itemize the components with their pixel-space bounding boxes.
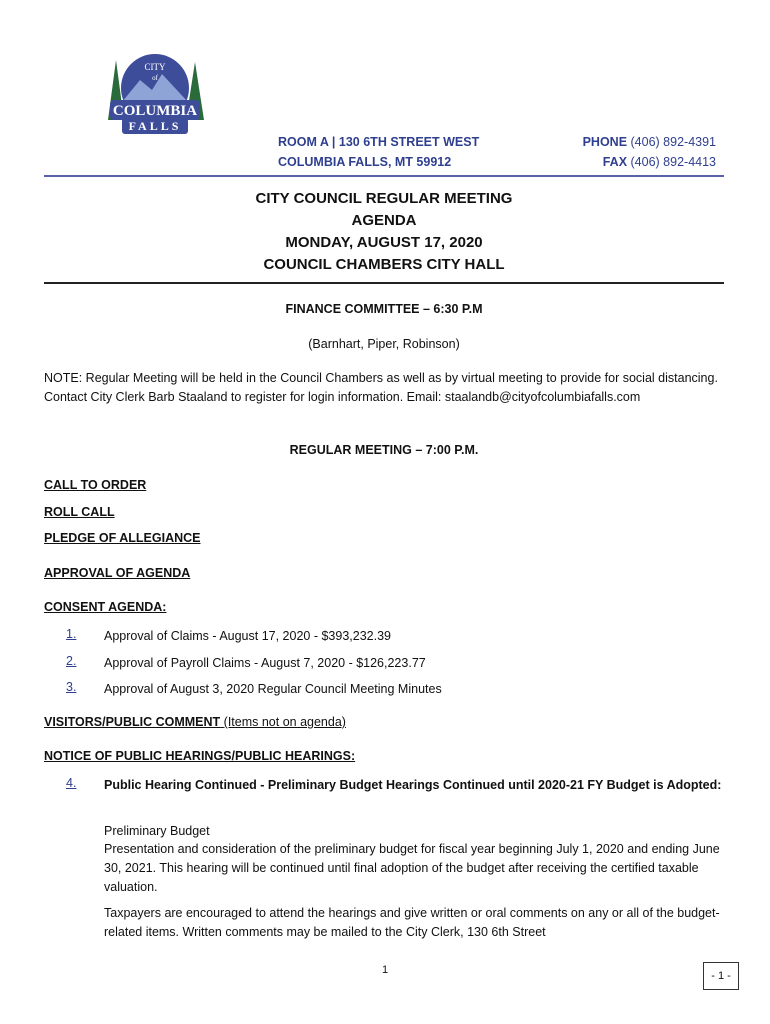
fax-label: FAX	[602, 155, 628, 169]
header-divider	[44, 175, 724, 177]
fax-number: (406) 892-4413	[630, 155, 716, 169]
consent-item-1-number[interactable]: 1.	[66, 627, 77, 641]
city-logo	[100, 50, 210, 138]
consent-agenda-heading: CONSENT AGENDA:	[44, 600, 167, 614]
visitors-public-comment	[44, 715, 346, 729]
regular-meeting-heading: REGULAR MEETING – 7:00 P.M.	[289, 443, 479, 457]
consent-item-3-number[interactable]: 3.	[66, 680, 77, 694]
finance-heading: FINANCE COMMITTEE – 6:30 P.M	[285, 302, 483, 316]
hearing-subtitle: Preliminary Budget	[104, 824, 210, 838]
visitors-label: VISITORS/PUBLIC COMMENT	[44, 715, 221, 729]
pledge-of-allegiance: PLEDGE OF ALLEGIANCE	[44, 531, 201, 545]
address-line-2: COLUMBIA FALLS, MT 59912	[278, 155, 452, 169]
title-divider	[44, 282, 724, 284]
address-block	[278, 132, 479, 172]
contact-block	[583, 132, 716, 172]
finance-members: (Barnhart, Piper, Robinson)	[308, 337, 460, 351]
hearing-body-2: Taxpayers are encouraged to attend the hearings and give written or oral comments on any or all of the budget-related items. Written comments may be mailed to the City Clerk, 130 6th Street	[104, 906, 720, 939]
phone-number: (406) 892-4391	[630, 135, 716, 149]
logo-text-falls: FALLS	[128, 119, 182, 133]
fax-line	[583, 152, 716, 172]
consent-item-1: Approval of Claims - August 17, 2020 - $393,232.39	[104, 629, 391, 643]
consent-item-2: Approval of Payroll Claims - August 7, 2020 - $126,223.77	[104, 656, 426, 670]
approval-of-agenda: APPROVAL OF AGENDA	[44, 566, 191, 580]
logo-text-columbia: COLUMBIA	[112, 103, 198, 119]
consent-item-2-number[interactable]: 2.	[66, 654, 77, 668]
roll-call: ROLL CALL	[44, 505, 115, 519]
title-line-2: AGENDA	[351, 212, 417, 229]
public-hearings-heading: NOTICE OF PUBLIC HEARINGS/PUBLIC HEARINGS:	[44, 749, 356, 763]
address-line-1: ROOM A | 130 6TH STREET WEST	[278, 135, 480, 149]
title-line-3: MONDAY, AUGUST 17, 2020	[285, 234, 483, 251]
phone-label: PHONE	[582, 135, 628, 149]
agenda-title	[44, 188, 724, 276]
logo-text-city: CITY	[144, 62, 166, 72]
call-to-order: CALL TO ORDER	[44, 478, 147, 492]
title-line-1: CITY COUNCIL REGULAR MEETING	[255, 190, 513, 207]
title-line-4: COUNCIL CHAMBERS CITY HALL	[263, 256, 505, 273]
hearing-item-4-title: Public Hearing Continued - Preliminary Budget Hearings Continued until 2020-21 FY Budget is Adopted:	[104, 778, 722, 792]
page-number: 1	[381, 964, 389, 976]
note-paragraph: NOTE: Regular Meeting will be held in the Council Chambers as well as by virtual meeting to provide for social distancing. Contact City Clerk Barb Staaland to register for login information. Email: staalandb@cityofcolumbiafalls.com	[44, 371, 718, 404]
consent-item-3: Approval of August 3, 2020 Regular Council Meeting Minutes	[104, 682, 442, 696]
hearing-body-1: Presentation and consideration of the preliminary budget for fiscal year beginning July 1, 2020 and ending June 30, 2021. This hearing will be continued until final adoption of the budget after receiving the certified taxable valuation.	[104, 842, 720, 894]
page-number-box: - 1 -	[703, 962, 739, 990]
logo-text-of: of	[152, 74, 158, 82]
phone-line	[583, 132, 716, 152]
visitors-sub: (Items not on agenda)	[223, 715, 346, 729]
hearing-item-4-number[interactable]: 4.	[66, 776, 77, 790]
